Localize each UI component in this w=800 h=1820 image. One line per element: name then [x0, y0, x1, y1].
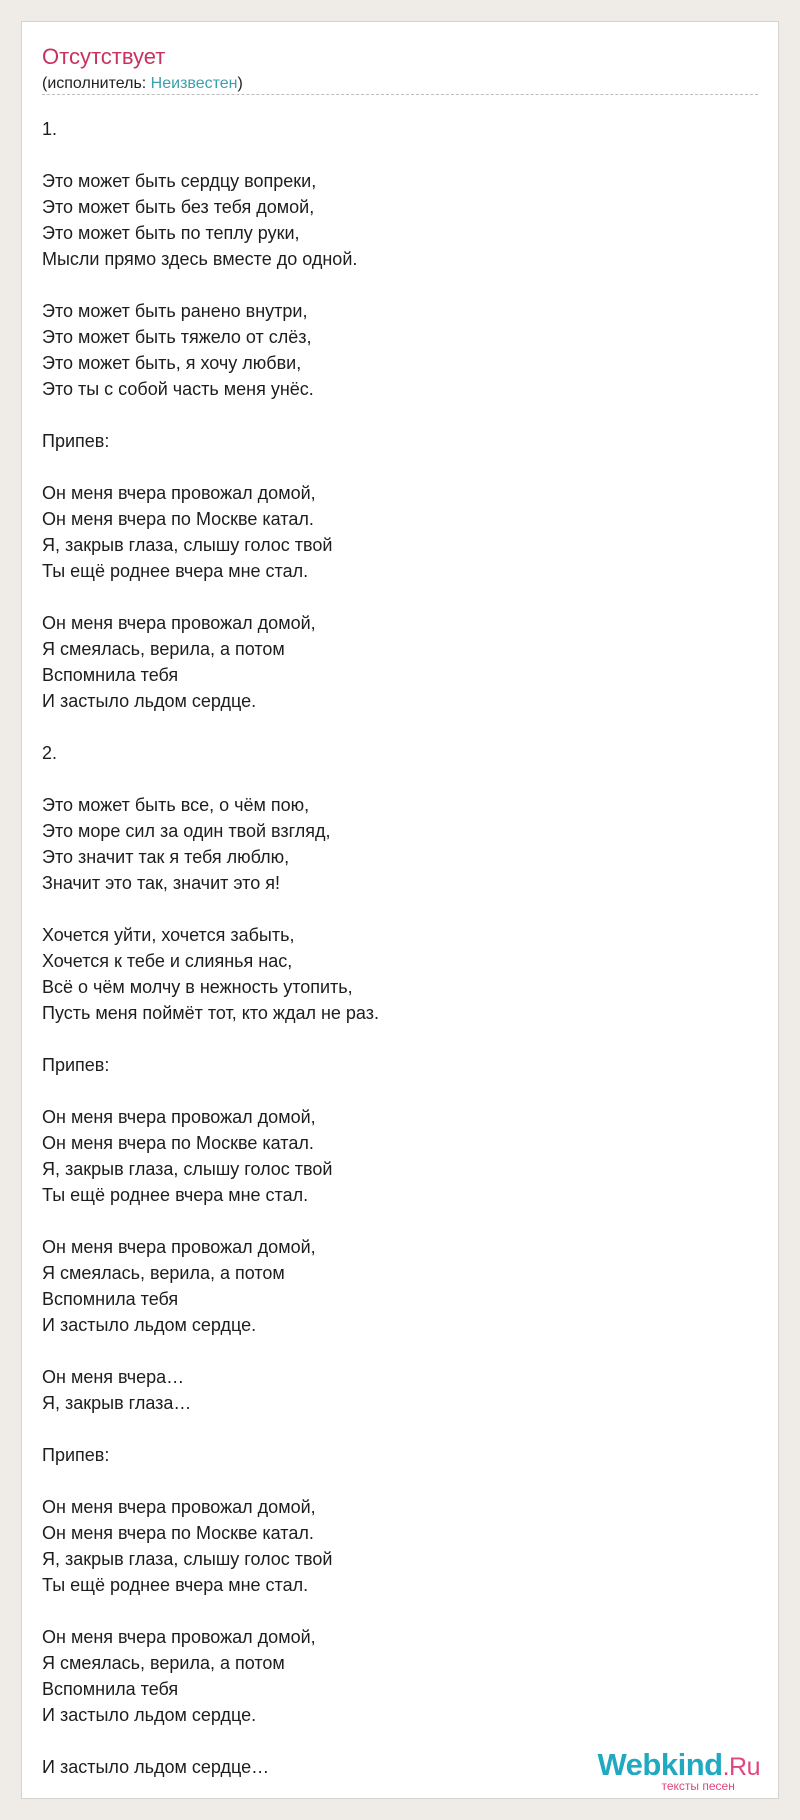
- lyric-line: Ты ещё роднее вчера мне стал.: [42, 1185, 309, 1205]
- site-logo[interactable]: [597, 1747, 760, 1793]
- lyric-blank-line: [42, 1026, 379, 1052]
- lyric-line: Это может быть все, о чём пою,: [42, 795, 310, 815]
- lyric-line: И застыло льдом сердце.: [42, 1315, 257, 1335]
- artist-line: [42, 73, 243, 95]
- lyric-line: Это ты с собой часть меня унёс.: [42, 379, 314, 399]
- lyric-line: Припев:: [42, 1055, 110, 1075]
- lyric-line: Вспомнила тебя: [42, 1679, 179, 1699]
- lyric-blank-line: [42, 1598, 379, 1624]
- lyric-line: Он меня вчера провожал домой,: [42, 483, 316, 503]
- lyric-line: Он меня вчера провожал домой,: [42, 1497, 316, 1517]
- lyric-line: 1.: [42, 119, 58, 139]
- lyric-line: Я смеялась, верила, а потом: [42, 1263, 285, 1283]
- lyric-line: Всё о чём молчу в нежность утопить,: [42, 977, 353, 997]
- lyric-line: Он меня вчера по Москве катал.: [42, 1133, 314, 1153]
- lyric-line: Вспомнила тебя: [42, 1289, 179, 1309]
- lyric-blank-line: [42, 142, 379, 168]
- lyric-line: Это может быть без тебя домой,: [42, 197, 315, 217]
- lyric-line: Он меня вчера по Москве катал.: [42, 509, 314, 529]
- lyric-line: Он меня вчера провожал домой,: [42, 1237, 316, 1257]
- lyric-blank-line: [42, 1208, 379, 1234]
- lyric-blank-line: [42, 454, 379, 480]
- lyric-line: Он меня вчера провожал домой,: [42, 1627, 316, 1647]
- lyric-line: Это может быть, я хочу любви,: [42, 353, 302, 373]
- lyric-line: Он меня вчера провожал домой,: [42, 613, 316, 633]
- lyric-line: Я, закрыв глаза, слышу голос твой: [42, 1549, 333, 1569]
- lyric-line: Это может быть ранено внутри,: [42, 301, 308, 321]
- lyric-line: Я, закрыв глаза, слышу голос твой: [42, 1159, 333, 1179]
- lyric-line: Ты ещё роднее вчера мне стал.: [42, 561, 309, 581]
- lyric-blank-line: [42, 1078, 379, 1104]
- lyric-blank-line: [42, 584, 379, 610]
- lyrics-text: [42, 116, 379, 1780]
- lyric-line: 2.: [42, 743, 58, 763]
- lyric-blank-line: [42, 1468, 379, 1494]
- song-title: Отсутствует: [42, 44, 166, 69]
- lyric-line: Я, закрыв глаза…: [42, 1393, 192, 1413]
- lyric-blank-line: [42, 714, 379, 740]
- lyric-line: Он меня вчера провожал домой,: [42, 1107, 316, 1127]
- lyric-line: И застыло льдом сердце.: [42, 1705, 257, 1725]
- lyric-line: Ты ещё роднее вчера мне стал.: [42, 1575, 309, 1595]
- lyric-line: Мысли прямо здесь вместе до одной.: [42, 249, 358, 269]
- lyrics-card: [21, 21, 779, 1799]
- lyric-line: И застыло льдом сердце…: [42, 1757, 270, 1777]
- lyric-blank-line: [42, 402, 379, 428]
- lyric-blank-line: [42, 272, 379, 298]
- logo-word: Webkind: [597, 1747, 723, 1782]
- lyric-line: Припев:: [42, 1445, 110, 1465]
- lyric-line: Значит это так, значит это я!: [42, 873, 280, 893]
- lyric-line: Пусть меня поймёт тот, кто ждал не раз.: [42, 1003, 379, 1023]
- header-divider: [42, 94, 758, 95]
- lyric-line: Это может быть сердцу вопреки,: [42, 171, 317, 191]
- lyric-blank-line: [42, 1338, 379, 1364]
- lyric-line: Я смеялась, верила, а потом: [42, 1653, 285, 1673]
- logo-tld: .Ru: [722, 1753, 760, 1781]
- lyric-line: Я, закрыв глаза, слышу голос твой: [42, 535, 333, 555]
- logo-tagline: тексты песен: [661, 1779, 735, 1793]
- lyric-line: Это может быть тяжело от слёз,: [42, 327, 312, 347]
- artist-suffix: ): [237, 75, 243, 92]
- lyric-line: Это море сил за один твой взгляд,: [42, 821, 331, 841]
- lyric-line: Припев:: [42, 431, 110, 451]
- lyric-line: И застыло льдом сердце.: [42, 691, 257, 711]
- lyric-blank-line: [42, 766, 379, 792]
- lyric-line: Он меня вчера…: [42, 1367, 185, 1387]
- lyric-line: Вспомнила тебя: [42, 665, 179, 685]
- lyric-line: Хочется уйти, хочется забыть,: [42, 925, 295, 945]
- lyric-line: Это значит так я тебя люблю,: [42, 847, 290, 867]
- lyric-line: Он меня вчера по Москве катал.: [42, 1523, 314, 1543]
- lyric-line: Это может быть по теплу руки,: [42, 223, 300, 243]
- lyric-blank-line: [42, 1416, 379, 1442]
- lyric-line: Я смеялась, верила, а потом: [42, 639, 285, 659]
- lyric-blank-line: [42, 1728, 379, 1754]
- lyric-blank-line: [42, 896, 379, 922]
- artist-link[interactable]: Неизвестен: [150, 75, 238, 92]
- lyric-line: Хочется к тебе и слиянья нас,: [42, 951, 293, 971]
- artist-prefix: (исполнитель:: [42, 75, 151, 92]
